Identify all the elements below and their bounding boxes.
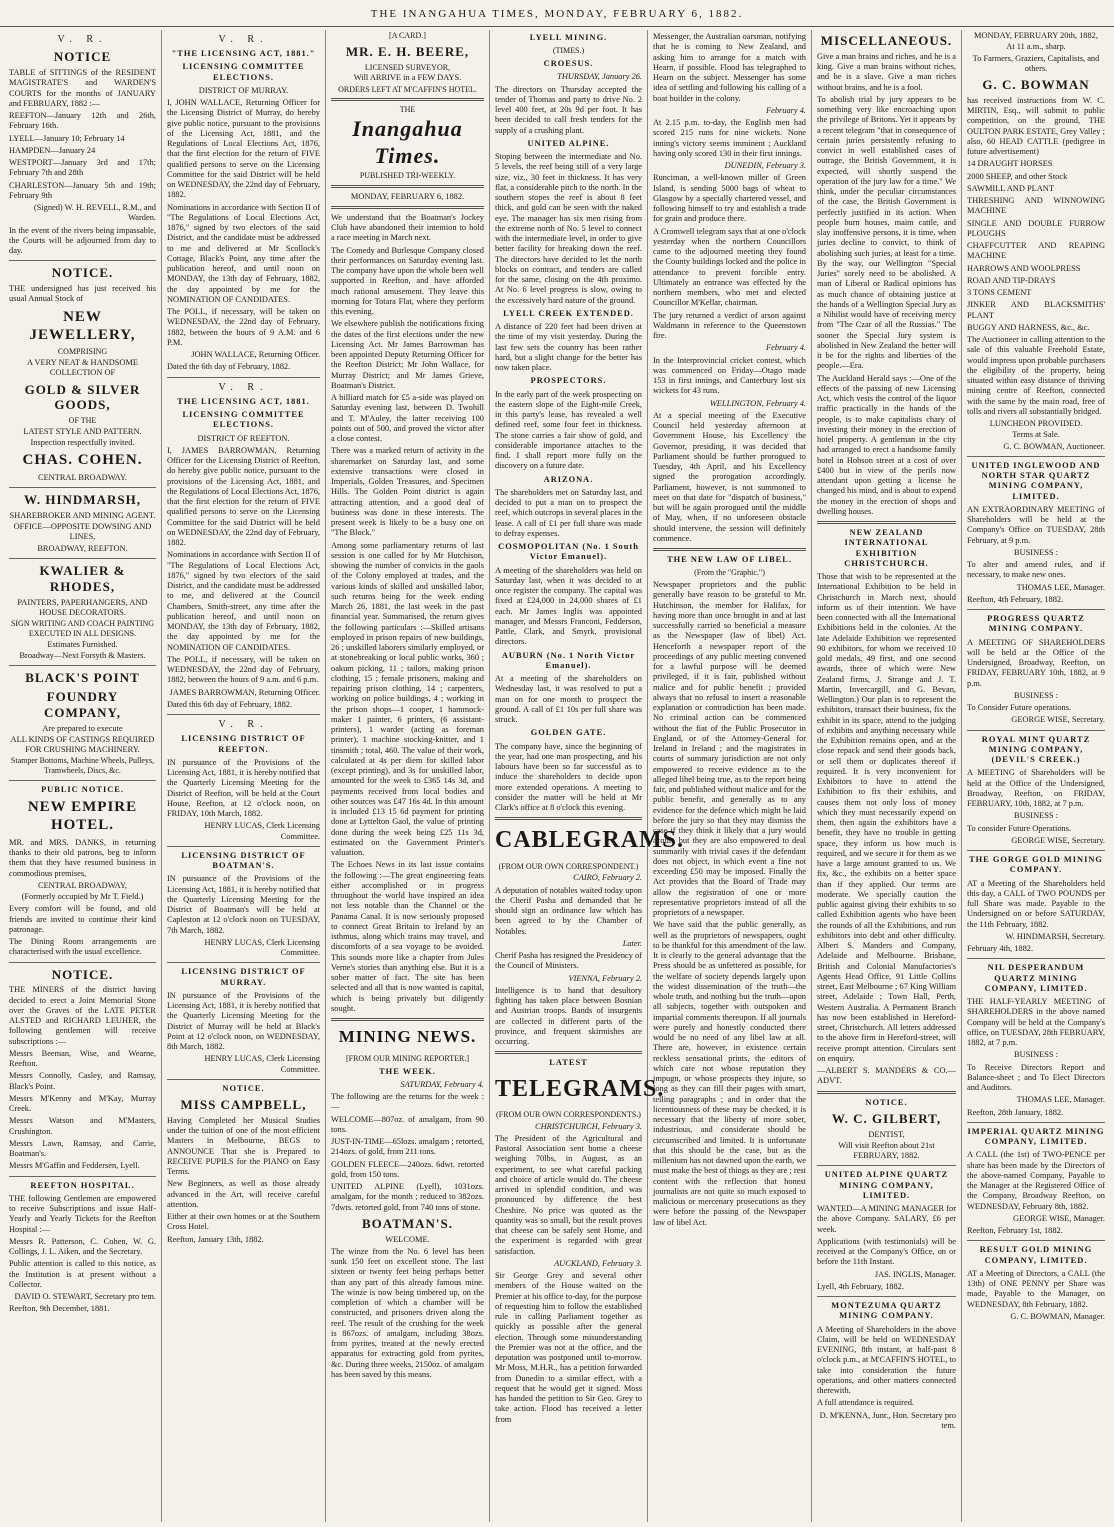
kwalier-address: Broadway—Next Forsyth & Masters.: [19, 650, 146, 660]
arizona-heading: ARIZONA.: [543, 474, 594, 484]
column-5: [648, 30, 812, 1522]
auction-items-list: [967, 159, 1105, 333]
jewellery-intro: THE undersigned has just received his usual Annual Stock of: [9, 284, 156, 304]
reefton-poll-body: The POLL, if necessary, will be taken on WEDNESDAY, the 22nd day of February, 1882, between the hours of 9 a.m. and 6 p.m.: [167, 654, 320, 685]
vienna-body: Intelligence is to hand that desultory fighting has taken place between Bosnian and Austrian troops. Bands of insurgents are collected in different parts of the province, and frequent skirmishes are occurring.: [495, 985, 642, 1047]
memorial-item: Messrs M'Gaffin and Feddersen, Lyell.: [9, 1161, 140, 1171]
auckland-body: Sir George Grey and several other members of the House waited on the Premier at his office to-day, for the purpose of requesting him to follow the established rule in calling Parliament together as quickly as possible after the general election. Through some misunderstanding the Premier was not at the office, and the deputation was postponed until to-morrow. Mr Moss, M.H.R., has a petition forwarded from Dunedin to a similar effect, with a request that he would get it signed. Moss has handed the petition to Sir Geo. Grey to take action. Flood has received a letter from: [495, 1271, 642, 1424]
gorge-heading: THE GORGE GOLD MINING COMPANY.: [969, 855, 1103, 875]
auckland-date: AUCKLAND, February 3.: [554, 1258, 642, 1268]
auction-item: 3 TONS CEMENT: [967, 288, 1032, 298]
imperial-heading: IMPERIAL QUARTZ MINING COMPANY, LIMITED.: [967, 1126, 1105, 1147]
cohen-address: CENTRAL BROADWAY.: [37, 472, 128, 482]
editorial-paragraph: A billiard match for £5 a-side was played on Saturday evening last, between D. Twohill and T. M'Auley, the latter receiving 100 points out of 500, and proved the victor after a close contest.: [331, 393, 484, 444]
inglewood-heading: UNITED INGLEWOOD AND NORTH STAR QUARTZ MINING COMPANY, LIMITED.: [971, 460, 1101, 501]
jewellery-comprising: COMPRISING: [57, 347, 108, 357]
cablegrams-sub: (FROM OUR OWN CORRESPONDENT.): [498, 861, 639, 871]
hospital-body: THE following Gentlemen are empowered to receive Subscriptions and issue Half-Yearly and Yearly Tickets for the Reefton Hospital :—: [9, 1193, 156, 1234]
kwalier-body: PAINTERS, PAPERHANGERS, AND HOUSE DECORATORS.: [17, 597, 148, 617]
district-heading: LICENSING DISTRICT OF REEFTON.: [181, 734, 306, 754]
lyell-source: (TIMES.): [552, 46, 585, 56]
progress-heading: PROGRESS QUARTZ MINING COMPANY.: [987, 614, 1085, 634]
auction-item: THRESHING AND WINNOWING MACHINE: [967, 196, 1105, 216]
cromwell-body: A Cromwell telegram says that at one o'clock yesterday when the northern Councillors came to the adjourned meeting they found the County buildings locked and the police in attendance to prevent forcible entry. Ultimately an entrance was effected by the northern members, who met and elected Councillor M'Kellar, chairman.: [653, 226, 806, 308]
foundry-body: ALL KINDS OF CASTINGS REQUIRED FOR CRUSHING MACHINERY.: [10, 734, 155, 755]
mining-news-heading: MINING NEWS.: [338, 1027, 477, 1047]
hindmarsh-signature: W. HINDMARSH, Secretary.: [1005, 931, 1105, 941]
notice-heading: NOTICE.: [51, 265, 114, 281]
notice-heading: NOTICE.: [222, 1083, 265, 1093]
later-label: Later.: [622, 938, 642, 948]
business-label: BUSINESS :: [1014, 547, 1058, 557]
memorial-list: [9, 1049, 156, 1172]
gorge-body: AT a Meeting of the Shareholders held this day, a CALL of TWO POUNDS per full Share was made. Payable to the Undersigned on or before SATURDAY, the 11th February, 1882.: [967, 878, 1105, 929]
nameplate-the: THE: [399, 105, 416, 115]
result-body: AT a Meeting of Directors, a CALL (the 13th) of ONE PENNY per Share was made, Payable to the Manager, on WEDNESDAY, 8th February, 1882.: [967, 1268, 1105, 1309]
wise-signature: GEORGE WISE, Secretary.: [1011, 835, 1105, 845]
exhibition-heading: NEW ZEALAND INTERNATIONAL EXHIBITION CHRISTCHURCH.: [844, 528, 929, 568]
notice-heading: NOTICE: [53, 49, 112, 65]
gilbert-body: Will visit Reefton about 21st FEBRUARY, 1882.: [838, 1140, 935, 1161]
lucas-signature: HENRY LUCAS, Clerk Licensing Committee.: [204, 937, 320, 958]
bowman-note: The Auctioneer in calling attention to the sale of this valuable Freehold Estate, would impress upon probable purchasers the eligibility of the property, being situated within easy distance of thriving mining centre of Reefton, connected with the same by the main road, free of tolls and rivers all substantially bridged.: [967, 335, 1105, 416]
editorial-paragraph: The Echoes News in its last issue contains the following :—The great engineering feats either accomplished or in progress throughout the world have inspired an idea not less notable than the Channel or the Panama Canal. It is now seriously proposed to connect Great Britain to Ireland by an isthmus, along which trains may travel, and discomforts of a sea voyage to be avoided. This sounds more like a chapter from Jules Verne's stories than anything else. But it is a sober matter of fact. The site has been selected and all that is now wanted is capital, which is being privately but diligently sought.: [331, 860, 484, 1013]
beere-orders: ORDERS LEFT AT M'CAFFIN'S HOTEL.: [338, 84, 477, 94]
district-heading: LICENSING DISTRICT OF MURRAY.: [181, 967, 306, 987]
editorial-paragraph: Among some parliamentary returns of last session is one called for by Mr Hutchison, showing the number of convicts in the gaols of the Colony employed at trades, and the various kinds of skilled and unskilled labor, such returns being for the week ending March 26, 1881, the last week in the past financial year. Summarised, the return gives the following particulars :—Skilled artisans employed in prison repairs of new buildings, 26 ; unskilled laborers similarly employed, or at stonebreaking or local public works, 360 ; oakum picking, 11 ; tailors, making prison clothing, 15 ; female prisoners, making and repairing prison clothing, 14 ; carpenters, working on police buildings, 4 ; working in the prison shops—1 cooper, 1 hammock-maker 1 painter, 6 printers, (6 assistant-printers), 1 warder (acting as foreman printer), 1 machine stocking-knitter, and 1 tinsmith ; total, 460. The value of their work, calculated at 4s per diem for skilled labor (except printing), and 3s for unskilled labor, amounted for the week to £365 14s 3d, and payments received from local bodies and other sources was £47 16s 4d. In this amount is included £13 15 6d payment for printing done at Lyttelton Gaol, the value of printing done during the week being £25 11s 3d, estimated on the Government Printer's valuation.: [331, 540, 484, 858]
royal-mint-body: A MEETING of Shareholders will be held at the Office of the Undersigned, Broadway, Reefton, on FRIDAY, FEBRUARY, 10th, 1882, at 7 p.m.: [967, 768, 1105, 809]
united-alpine-body: Stoping between the intermediate and No. 5 levels, the reef being still of a very large size, viz., 30 feet in thickness. It has very flat, a considerable pitch to the north. In the southern stopes the reef is about 8 feet thick, and gold can be seen with the naked eye. The manager has six men rising from the extreme north of No. 5 level to connect with the intermediate level, in order to give better facility for breaking down the reef. The directors have decided to let the north blocks on contract, and tenders are called for the same, closing on the 4th proximo. At No. 6 level progress is slow, owing to the excessively hard nature of the ground.: [495, 152, 642, 305]
campbell-body-3: Either at their own homes or at the Southern Cross Hotel.: [167, 1212, 320, 1232]
kwalier-name: KWALIER & RHODES,: [39, 562, 126, 594]
welcome-body: The winze from the No. 6 level has been sunk 150 feet on excellent stone. The last sixteen or twenty feet being perhaps better than any part of this already famous mine. The winze is now being timbered up, on the completion of which a chamber will be constructed, and prisoners driven along the reef. The result of the crushing for the week is 867ozs. of amalgam, including 38ozs. from pyrites, treated at the newly erected apparatus for extracting gold from pyrites, &c. During three weeks, 2150oz. of amalgam has been saved by this means.: [331, 1246, 484, 1379]
gilbert-title: DENTIST,: [868, 1129, 905, 1139]
court-sittings-signature: (Signed) W. H. REVELL, R.M., and Warden.: [33, 203, 156, 223]
kwalier-estimates: Estimates Furnished.: [47, 639, 118, 649]
cosmopolitan-body: A meeting of the shareholders was held on Saturday last, when it was decided to at once register the company. The capital was fixed at £24,000 in 24,000 shares of £1 each. Mr James Inglis was appointed manager, and Messrs Franconi, Fedderson, Pattle, Clark, and Smyrk, provisional directors.: [495, 565, 642, 647]
prospectors-heading: PROSPECTORS.: [530, 376, 607, 386]
telegram-date: February 4.: [765, 343, 806, 353]
hospital-signature: DAVID O. STEWART, Secretary pro tem.: [14, 1292, 156, 1302]
welcome-heading: WELCOME.: [385, 1234, 430, 1244]
return-item: UNITED ALPINE (Lyell), 1031ozs. amalgam, for the month ; reduced to 382ozs. 7dwts. retorted gold, from 740 tons of stone.: [331, 1182, 484, 1212]
foundry-prepared: Are prepared to execute: [42, 723, 123, 733]
exhibition-signature: —ALBERT S. MANDERS & CO.—ADVT.: [817, 1066, 956, 1086]
telegram-date: February 4.: [765, 105, 806, 115]
notice-heading: NOTICE.: [51, 966, 114, 982]
libel-body: We have said that the public generally, as well as the proprietors of newspapers, ought to be thankful for this amendment of the law. It is clearly to the general advantage that the Press should be as unfettered as possible, for the welfare of society depends largely upon the widest dissemination of the truth—the whole truth, and nothing but the truth—upon all subjects, together with outspoken and impartial comments thereupon. If all journals were purely and honestly conducted there would be no need of any libel law at all. There are, however, in existence certain reckless sensational prints, the editors of which care not whose reputation they impugn, or whose prospects they injure, so long as they can fill their pages with smart, telling paragraphs ; and in order that the licentiousness of these may be checked, it is necessary that the liberty of more sober, industrious, and considerate should be circumscribed and limited. It is unfortunate that this should be the case, but as the millenium has not dawned upon the earth, we must make the best of things as they are ; rest content with the reflection that honest journalists are not quite so much exposed to malicious or mercenary prosecutions as they were before the passing of the Newspaper law of libel Act.: [653, 920, 806, 1227]
bowman-body: has received instructions from W. C. MIRTIN, Esq., will submit to public competition, on the ground, THE OULTON PARK ESTATE, Grey Valley ; also, 60 HEAD CATTLE (pedigree in future advertisement): [967, 95, 1105, 157]
hindmarsh-office: OFFICE—OPPOSITE DOWSING AND LINES,: [13, 522, 152, 542]
misc-herald-body: The Auckland Herald says :—One of the effects of the passing of new Licensing Act, which vests the control of the liquor traffic practically in the hands of the people, is to make capitalists chary of investing their money in the erection of hotel property. A gentleman in the city had arranged to erect a handsome family hotel in Hobson street at a cost of over £400 but in view of the perils now attendant upon getting a license he changed his mind, and is about to expend the money in the erection of shops and dwelling houses.: [817, 373, 956, 516]
jewellery-of-the: OF THE: [68, 416, 97, 426]
croesus-date: THURSDAY, January 26.: [557, 72, 642, 82]
auction-item: JINKER AND BLACKSMITHS' PLANT: [967, 300, 1105, 320]
libel-body: Newspaper proprietors and the public generally have reason to be grateful to Mr. Hutchinson, the member for Halifax, for having more than once brought in and at last successfully carried so beneficial a measure as the Newspaper (law of libel) Act. Henceforth a newspaper report of the proceedings of any public meeting convened for a lawful purpose will be deemed privileged, if it is fair, published without malice and for public benefit ; provided always that no refusal to insert a reasonable explanation or contradiction has been made. No criminal action can be commenced without the fiat of the Public Prosecutor in England, or of the Attorney-General for Ireland in Ireland ; and the magistrates in courts of summary jurisdiction are not only empowered to receive evidence as to the alleged libel being true, as to the report being fair, and published without malice and for the public benefit, and generally as to any evidence for the defence which might be laid before the jury so that they may dismiss the case if they think it likely that a jury would acquit, but they are also empowered to deal summarily with trivial cases if the defendant does not object, in which event a fine not exceeding £50 may be imposed. Finally the Act provides that the Board of Trade may allow the registration of one or more representative proprietors instead of all the proprietors of a newspaper.: [653, 580, 806, 917]
later-body: Cherif Pasha has resigned the Presidency of the Council of Ministers.: [495, 951, 642, 971]
auction-item: 14 DRAUGHT HORSES: [967, 159, 1053, 169]
district-heading: DISTRICT OF REEFTON.: [197, 433, 290, 443]
nameplate-title: Inangahua Times.: [352, 116, 463, 168]
result-heading: RESULT GOLD MINING COMPANY, LIMITED.: [979, 1245, 1093, 1265]
paper-date: MONDAY, FEBRUARY 6, 1882.: [350, 191, 465, 201]
editorial-paragraph: There was a marked return of activity in the sharemarket on Saturday last, and some extensive transactions were closed in Imperials, Golden Treasures, and Specimen Hills. The Golden Point district is again attracting attention, and a good deal of business was done in these interests. The present week is likely to be a busy one on "The Block.": [331, 446, 484, 538]
sitting-item: CHARLESTON—January 5th and 19th; February 9th: [9, 180, 156, 200]
royal-crest-icon: V. R.: [218, 34, 269, 45]
reefton-date: Dated this 6th day of February, 1882.: [167, 699, 293, 709]
kwalier-sign: SIGN WRITING AND COACH PAINTING EXECUTED IN ALL DESIGNS.: [10, 619, 155, 638]
hospital-date: Reefton, 9th December, 1881.: [9, 1304, 110, 1314]
boatmans-meeting-body: IN pursuance of the Provisions of the Licensing Act, 1881, it is hereby notified that the Quarterly Licensing Meeting for the District of Boatman's will be held at Capleston at 12 o'clock noon on TUESDAY, 7th March, 1882.: [167, 874, 320, 935]
murray-poll-body: The POLL, if necessary, will be taken on WEDNESDAY, the 22nd day of February, 1882, between the hours of 9 A.M. and 6 P.M.: [167, 307, 320, 347]
imperial-date: Reefton, February 1st, 1882.: [967, 1226, 1063, 1236]
hotel-address: CENTRAL BROADWAY,: [37, 880, 128, 890]
exhibition-body: Those that wish to be represented at the International Exhibition to be held in Christchurch in March next, should inform us of their intention. We have been connected with all the International Exhibitions held in the colonies. At the late Adelaide Exhibition we represented 90 exhibitors, for whom we received 10 gold medals, 49 first, and one second awards, three of which were New Zealand firms, J. Strange and J. T. Martin, Invercargill, and G. Bevan, Wellington.) Our plan is to represent the exhibitors, transact their business, fix the exhibit in its space, attend to the judging of exhibits and anything necessary while the Exhibition remains open, and at the close repack and send their goods back, or sell them or duplicates thereof if required. It is very inconvenient for Exhibitors to have to attend the Exhibition to fix their exhibits, and causes them not only loss of money which they must necessarily expend on them, then again the exhibitors have a benefit, they have no trouble in getting space, they inform us how much is required, and we secure it for them as we have a large amount granted to us. We fix, &c., the exhibits on a better space than if they applied. Our terms are moderate. We specially caution the public against giving their exhibits to so called Exhibition agents who have been the rounds of all the Exhibitions, and run exhibitors into debt and other difficulty. Albert S. Manders and Company, Adelaide and Melbourne. Brisbane, British and Colonial Manufactories's Agents Head Office, 91 Little Collins street, East Melbourne ; 67 King William street, Adelaide ; Town Hall, Perth, Western Australia. A Permanent Branch has now been established in Hereford-street, Christchurch. All letters addressed to the above firm in Hereford-street, will receive prompt attention. Circulars sent on enquiry.: [817, 572, 956, 1063]
lee-signature: THOMAS LEE, Manager.: [1016, 1095, 1105, 1105]
auburn-heading: AUBURN (No. 1 North Victor Emanuel).: [501, 650, 636, 670]
progress-body: A MEETING OF SHAREHOLDERS will be held at the Office of the Undersigned, Broadway, Reefton, on FRIDAY, FEBRUARY 10th, 1882, at 9 p.m.: [967, 637, 1105, 688]
lyell-creek-heading: LYELL CREEK EXTENDED.: [503, 308, 634, 318]
telegrams-sub: (FROM OUR OWN CORRESPONDENTS.): [496, 1109, 641, 1119]
inglewood-date: Reefton, 4th February, 1882.: [967, 594, 1064, 604]
reefton-nominations-body: Nominations in accordance with Section II of "The Regulations of Local Elections Act, 1876," signed by two electors of the said District, and the candidate must be addressed to me, and delivered at the Council Chambers, Smith-street, any time after the publication hereof, and until noon on MONDAY, the 13th day of February, 1882, the day appointed by me for the NOMINATION OF CANDIDATES.: [167, 550, 320, 652]
memorial-item: Messrs Lawn, Ramsay, and Carrie, Boatman's.: [9, 1138, 156, 1159]
hotel-name: NEW EMPIRE HOTEL.: [27, 799, 138, 834]
bowman-signature: G. C. BOWMAN, Auctioneer.: [1003, 441, 1105, 451]
croesus-body: The directors on Thursday accepted the tender of Thomas and party to drive No. 2 level 400 feet, at 20s 9d per foot. It has been decided to call fresh tenders for the supply of a crushing plant.: [495, 84, 642, 135]
business-label: BUSINESS :: [1014, 1050, 1058, 1060]
libel-heading: THE NEW LAW OF LIBEL.: [667, 555, 792, 564]
inglewood-business: To alter and amend rules, and if necessary, to make new ones.: [967, 560, 1105, 580]
auction-item: 2000 SHEEP, and other Stock: [967, 171, 1068, 181]
hotel-comfort: Every comfort will be found, and old friends are invited to continue their kind patronage.: [9, 904, 156, 934]
court-sittings-body: TABLE of SITTINGS of the RESIDENT MAGISTRATE'S and WARDEN'S COURTS for the months of JANUARY and FEBRUARY, 1882 :—: [9, 68, 156, 108]
memorial-item: Messrs Beeman, Wise, and Wearne, Reefton.: [9, 1048, 156, 1069]
cricket-body: In the Interprovincial cricket contest, which was commenced on Friday—Otago made 153 in first innings, and Canterbury lost six wickets for 43 runs.: [653, 355, 806, 396]
mining-news-sub: [FROM OUR MINING REPORTER.]: [345, 1053, 470, 1063]
district-heading: DISTRICT OF MURRAY.: [198, 85, 289, 95]
lucas-signature: HENRY LUCAS, Clerk Licensing Committee.: [204, 1054, 320, 1074]
vienna-date: VIENNA, February 2.: [568, 973, 642, 983]
royal-crest-icon: V. R.: [57, 34, 108, 45]
jewellery-style: LATEST STYLE AND PATTERN.: [23, 426, 142, 436]
jewellery-headline: NEW JEWELLERY,: [29, 308, 136, 343]
paper-nameplate: [331, 105, 484, 180]
auction-item: SAWMILL AND PLANT: [967, 183, 1054, 193]
cohen-name: CHAS. COHEN.: [22, 452, 143, 469]
reefton-signature: JAMES BARROWMAN, Returning Officer.: [169, 687, 320, 697]
murray-meeting-body: IN pursuance of the Provisions of the Licensing Act, 1881, it is hereby notified that the Quarterly Licensing Meeting for the District of Murray will be held at Black's Point at 12 o'clock noon, on WEDNESDAY, 8th March, 1882.: [167, 990, 320, 1052]
montezuma-heading: MONTEZUMA QUARTZ MINING COMPANY.: [831, 1301, 942, 1321]
sitting-item: HAMPDEN—January 24: [9, 145, 96, 155]
foundry-list: Stamper Bottoms, Machine Wheels, Pulleys, Tramwheels, Discs, &c.: [10, 756, 155, 776]
cairo-body: A deputation of notables waited today upon the Cherif Pasha and demanded that he should sign an ordinance law which has been agreed to by the Chamber of Notables.: [495, 885, 642, 936]
jewellery-gold-silver: GOLD & SILVER GOODS,: [24, 381, 141, 413]
campbell-body-2: New Beginners, as well as those already advanced in the Art, will receive careful attention.: [167, 1179, 320, 1209]
sitting-item: REEFTON—January 12th and 26th, February 16th.: [9, 111, 156, 131]
hospital-list: Messrs R. Patterson, C. Cohen, W. G. Collings, J. L. Aiken, and the Secretary.: [9, 1236, 156, 1257]
columns: [4, 30, 1110, 1522]
return-item: JUST-IN-TIME—65lozs. amalgam ; retorted, 214ozs. of gold, from 211 tons.: [331, 1137, 484, 1157]
lucas-signature: HENRY LUCAS, Clerk Licensing Committee.: [204, 821, 320, 841]
nil-desperandum-business: To Receive Directors Report and Balance-sheet ; and To Elect Directors and Auditors.: [967, 1062, 1105, 1093]
masthead-text: THE INANGAHUA TIMES, MONDAY, FEBRUARY 6, 1882.: [370, 8, 744, 20]
bowman-name: G. C. BOWMAN: [982, 77, 1090, 92]
libel-source: (From the "Graphic."): [694, 568, 765, 578]
auction-item: BUGGY AND HARNESS, &c., &c.: [967, 322, 1090, 332]
reefton-meeting-body: IN pursuance of the Provisions of the Licensing Act, 1881, it is hereby notified that the Quarterly Licensing Meeting for the District of Reefton, will be held at the Court House, Reefton, at 12 o'clock noon, on FRIDAY, 10th March, 1882.: [167, 757, 320, 819]
auction-item: HARROWS AND WOOLPRESS: [967, 263, 1081, 273]
royal-crest-icon: V. R.: [218, 381, 269, 393]
hotel-previous: (Formerly occupied by Mr T. Field.): [21, 892, 144, 902]
boatmans-heading: BOATMAN'S.: [361, 1215, 453, 1231]
golden-gate-body: The company have, since the beginning of the year, had one man prospecting, and his labours have been so far successful as to induce the shareholders to decide upon more extended operations. A meeting to consider the matter will be held at Mr Clark's office at 8 o'clock this evening.: [495, 741, 642, 812]
misc-jury-body: To abolish trial by jury appears to be something very like encroaching upon the privilege of Britons. Yet it appears by a recent telegram "that in consequence of certain juries persistently refusing to convict in well established cases of outrage, the British Government, it is expected, will shortly suspend the operation of the jury law for a time." We think, under the peculiar circumstances of the case, the British Government is perfectly justified in its action. When people burn houses, maim cattle, and slay inoffensive persons, it is time, when juries decline to convict, to think of abolishing such juries, at least for a time. By the way, our Wellington "Special Juries" sorely need to be abolished. A man of Liberal or Radical opinions has as much chance of obtaining justice at the hands of a Wellington Special Jury as a Nihilist would have of receiving mercy from "The Czar of all the Russias." The sooner the Special Jury system is abolished in New Zealand the better will it be for the rights and liberties of the people.—Era.: [817, 94, 956, 371]
campbell-date: Reefton, January 13th, 1882.: [167, 1234, 264, 1244]
lyell-heading: LYELL MINING.: [529, 33, 608, 42]
jury-body: The jury returned a verdict of arson against Waldmann in reference to the Queenstown fire.: [653, 310, 806, 340]
column-4: [490, 30, 685, 1522]
hindmarsh-address: BROADWAY, REEFTON.: [37, 543, 128, 553]
sale-date: MONDAY, FEBRUARY 20th, 1882,: [974, 31, 1098, 40]
column-6: [812, 30, 962, 1522]
business-label: BUSINESS :: [1014, 811, 1058, 821]
wellington-date: WELLINGTON, February 4.: [709, 398, 806, 408]
arizona-body: The shareholders met on Saturday last, and decided to put a man on to prospect the reef, which outcrops in several places in the lease. A call of £1 per full share was made to defray expenses.: [495, 487, 642, 538]
wellington-body: At a special meeting of the Executive Council held yesterday afternoon at Government House, his Excellency the Governor, presiding, it was decided that Parliament should be further prorogued to Tuesday, 4th April, and his Excellency signed the prorogation accordingly. Parliament, however, is not summoned to meet on that date for "dispatch of business," but will be again prorogued until the middle of May, when, if no unforeseen obstacle should intervene, the session will definitely commence.: [653, 410, 806, 543]
memorial-body: THE MINERS of the district having decided to erect a Joint Memorial Stone over the Graves of the LATE PETER ALSTED and RICHARD LEUHER, the following gentlemen will receive subscriptions :—: [9, 985, 156, 1046]
licensing-act-heading: "THE LICENSING ACT, 1881.": [171, 49, 316, 59]
bowman-luncheon: LUNCHEON PROVIDED.: [989, 419, 1083, 429]
elections-heading: LICENSING COMMITTEE ELECTIONS.: [182, 62, 305, 82]
nil-desperandum-heading: NIL DESPERANDUM QUARTZ MINING COMPANY, LIMITED.: [984, 963, 1088, 993]
prospectors-body: In the early part of the week prospecting on the eastern slope of the Eight-mile Creek, in this party's lease, has revealed a well defined reef, some four feet in thickness. The stone carries a fair show of gold, and considerable importance attaches to the find. I shall report more fully on the discovery on a future date.: [495, 389, 642, 471]
english-cricket-body: At 2.15 p.m. to-day, the English men had scored 215 runs for nine wickets. None inning's victory seems imminent ; Auckland having only scored 130 in their first innings.: [653, 118, 806, 158]
united-alpine-applications: Applications (with testimonials) will be received at the Company's Office, on or before the 11th Instant.: [817, 1236, 956, 1267]
wise-signature: GEORGE WISE, Secretary.: [1011, 715, 1105, 725]
district-heading: LICENSING DISTRICT OF BOATMAN'S.: [181, 850, 306, 871]
hotel-body: MR. and MRS. DANKS, in returning thanks to their old patrons, beg to inform them that they have resumed business in commodious premises,: [9, 837, 156, 878]
cosmopolitan-heading: COSMOPOLITAN (No. 1 South Victor Emanuel).: [498, 542, 639, 562]
column-1: [4, 30, 162, 1522]
montezuma-attendance: A full attendance is required.: [817, 1398, 914, 1408]
murray-date: Dated the 6th day of February, 1882.: [167, 362, 291, 372]
column-3: [326, 30, 490, 1522]
week-heading: THE WEEK.: [379, 1066, 436, 1076]
card-label: [A CARD.]: [389, 31, 426, 40]
murray-nominations-body: Nominations in accordance with Section II of "The Regulations of Local Elections Act, 1876," signed by two electors of the said District, and the candidate must be addressed to me and delivered at Mr Scollock's Cottage, Black's Point, any time after the publication hereof, and until noon on MONDAY, the 13th day of February, 1882, the day appointed by me for the NOMINATION OF CANDIDATES.: [167, 202, 320, 304]
beere-name: MR. E. H. BEERE,: [345, 43, 470, 59]
murray-signature: JOHN WALLACE, Returning Officer.: [191, 350, 320, 360]
christchurch-body: The President of the Agricultural and Pastoral Association sent home a cheese weighing 70lbs, in August, as an experiment, to see what careful packing and choice of article would do. The cheese arrived in splendid condition, and was pronounced by difference the best Cheshire. No price was quoted as the quantity was so small, but the result proves that cheese can be safely sent Home, and the experiment is regarded with great satisfaction.: [495, 1133, 642, 1256]
public-notice-heading: PUBLIC NOTICE.: [41, 784, 124, 794]
dunedin-body: Runciman, a well-known miller of Green Island, is sending 5000 bags of wheat to Glasgow by a specially chartered vessel, and following himself to try and establish a trade for grain and produce there.: [653, 173, 806, 224]
reefton-election-body: I, JAMES BARROWMAN, Returning Officer for the Licensing District of Reefton, do hereby give public notice, pursuant to the provisions of the Licensing Act, 1881, and the Regulations of Local Elections Act, 1876, that the first election for the return of FIVE qualified persons to serve on the Licensing Committee for the said District will be held on WEDNESDAY, the 22nd day of February, 1882.: [167, 445, 320, 548]
gorge-date: February 4th, 1882.: [967, 944, 1034, 954]
licensing-act-heading: THE LICENSING ACT, 1881.: [177, 396, 310, 406]
beere-arrival: Will ARRIVE in a FEW DAYS.: [353, 73, 462, 83]
lee-signature: THOMAS LEE, Manager.: [1016, 582, 1105, 592]
auction-item: ROAD AND TIP-DRAYS: [967, 275, 1056, 285]
foundry-name-2: FOUNDRY COMPANY,: [44, 688, 121, 720]
misc-saying: Give a man brains and riches, and he is a king. Give a man brains without riches, and he is a slave. Give a man riches without brains, and he is a fool.: [817, 51, 956, 92]
united-alpine-date: Lyell, 4th February, 1882.: [817, 1281, 904, 1291]
court-sittings-footnote: In the event of the rivers being impassable, the Courts will be adjourned from day to day.: [9, 225, 156, 256]
telegrams-heading: TELEGRAMS.: [495, 1075, 665, 1102]
jewellery-inspection: Inspection respectfully invited.: [30, 438, 135, 448]
lyell-creek-body: A distance of 220 feet had been driven at the time of my visit yesterday. During the last few sets the country has been rather hard, but a slight change for the better has now taken place.: [495, 322, 642, 372]
editorial-paragraph: We understand that the Boatman's Jockey Club have abandoned their intention to hold a race meeting in March next.: [331, 212, 484, 243]
mckenna-signature: D. M'KENNA, Junr., Hon. Secretary pro tem.: [819, 1410, 956, 1430]
united-alpine-wanted: WANTED—A MINING MANAGER for the above Company. SALARY, £6 per week.: [817, 1204, 956, 1234]
memorial-item: Messrs Watson and M'Masters, Crushington.: [9, 1116, 156, 1136]
united-alpine-heading: UNITED ALPINE.: [527, 138, 610, 148]
royal-crest-icon: V. R.: [218, 719, 269, 731]
dunedin-date: DUNEDIN, February 3.: [724, 161, 806, 170]
bowman-signature: G. C. BOWMAN, Manager.: [1010, 1311, 1105, 1321]
inglis-signature: JAS. INGLIS, Manager.: [874, 1269, 956, 1279]
imperial-body: A CALL (the 1st) of TWO-PENCE per share has been made by the Directors of the above-named Company, Payable to the Manager at the Registered Office of the Company, Broadway Reefton, on WEDNESDAY, February 8th, 1882.: [967, 1150, 1105, 1211]
wise-signature: GEORGE WISE, Manager.: [1013, 1213, 1105, 1223]
nameplate-published: PUBLISHED TRI-WEEKLY.: [359, 170, 456, 180]
cairo-date: CAIRO, February 2.: [573, 873, 642, 883]
week-intro: The following are the returns for the week :—: [331, 1092, 484, 1112]
returns-list: [331, 1115, 484, 1213]
notice-heading: NOTICE.: [865, 1097, 908, 1107]
week-date: SATURDAY, February 4.: [400, 1079, 484, 1089]
business-label: BUSINESS :: [1014, 690, 1058, 700]
sale-audience: To Farmers, Graziers, Capitalists, and others.: [972, 53, 1100, 73]
croesus-heading: CROESUS.: [543, 59, 594, 68]
hindmarsh-body: SHAREBROKER AND MINING AGENT.: [9, 510, 156, 520]
masthead: [0, 4, 1114, 27]
column-7: [962, 30, 1110, 1522]
golden-gate-heading: GOLDEN GATE.: [530, 728, 607, 738]
progress-business: To Consider Future operations.: [967, 703, 1072, 713]
beere-title: LICENSED SURVEYOR,: [364, 62, 451, 72]
gilbert-name: W. C. GILBERT,: [831, 1110, 942, 1126]
editorial-paragraph: The Comedy and Burlesque Company closed their performances on Saturday evening last. The company have upon the whole been well supported in Reefton, and have afforded much rational amusement. They leave this morning for Totara Flat, where they perform this evening.: [331, 245, 484, 317]
sitting-item: LYELL—January 10; February 14: [9, 133, 125, 143]
auction-item: SINGLE AND DOUBLE FURROW PLOUGHS: [967, 218, 1105, 238]
sitting-item: WESTPORT—January 3rd and 17th; February 7th and 28th: [9, 158, 156, 178]
cablegrams-heading: CABLEGRAMS.: [495, 827, 685, 854]
miscellaneous-heading: MISCELLANEOUS.: [820, 33, 953, 48]
hospital-heading: REEFTON HOSPITAL.: [30, 1180, 135, 1190]
royal-mint-heading: ROYAL MINT QUARTZ MINING COMPANY, (DEVIL'S CREEK.): [981, 734, 1091, 765]
court-sittings-list: [9, 111, 156, 201]
elections-heading: LICENSING COMMITTEE ELECTIONS.: [182, 410, 305, 430]
nil-desperandum-body: THE HALF-YEARLY MEETING of SHAREHOLDERS in the above named Company will be held at the Company's office, on TUESDAY, 28th FEBRUARY, 1882, at 7 p.m.: [967, 997, 1105, 1048]
auction-item: CHAFFCUTTER AND REAPING MACHINE: [967, 241, 1105, 261]
foundry-name: BLACK'S POINT: [25, 670, 140, 686]
hotel-dining: The Dining Room arrangements are characterised with the usual excellence.: [9, 937, 156, 957]
campbell-body: Having Completed her Musical Studies under the tuition of one of the most efficient Masters in Melbourne, BEGS to ANNOUNCE That she is Prepared to RECEIVE PUPILS for the PIANO on Easy Terms.: [167, 1115, 320, 1177]
messenger-body: Messenger, the Australian oarsman, notifying that he is coming to New Zealand, and asking him to arrange for a match with Hearn, if possible. Flood has telegraphed to Hearn on the subject. Messenger has some idea of settling and following his calling of a boat builder in the colony.: [653, 32, 806, 103]
hospital-attention: Public attention is called to this notice, as the Institution is at present without a Collector.: [9, 1259, 156, 1289]
auburn-body: At a meeting of the shareholders on Wednesday last, it was resolved to put a man on for one month to prospect the ground. A call of £1 10s per full share was struck.: [495, 674, 642, 724]
column-2: [162, 30, 326, 1522]
murray-election-body: I, JOHN WALLACE, Returning Officer for the Licensing District of Murray, do hereby give public notice, pursuant to the provisions of the Licensing Act, 1881, and the Regulations of Local Elections Act, 1876, that the first election for the return of FIVE qualified persons to serve on the Licensing Committee for the said District will be held on WEDNESDAY, the 22nd day of February, 1882.: [167, 98, 320, 200]
united-alpine-company-heading: UNITED ALPINE QUARTZ MINING COMPANY, LIMITED.: [824, 1170, 949, 1200]
montezuma-body: A Meeting of Shareholders in the above Claim, will be held on WEDNESDAY EVENING, 8th instant, at half-past 8 o'clock p.m., at M'CAFFIN'S HOTEL, to take into consideration the future operations, and other matters connected therewith.: [817, 1324, 956, 1396]
bowman-terms: Terms at Sale.: [1012, 430, 1060, 440]
editorial-paragraph: We elsewhere publish the notifications fixing the dates of the first elections under the new Licensing Act. Mr James Barrowman has been appointed Deputy Returning Officer for the Reefton District; Mr John Wallace, for Murray District; and Mr James Grieve, Boatman's District.: [331, 319, 484, 390]
christchurch-date: CHRISTCHURCH, February 3.: [534, 1121, 642, 1131]
latest-heading: LATEST: [549, 1058, 588, 1068]
return-item: WELCOME—807oz. of amalgam, from 90 tons.: [331, 1114, 484, 1134]
nil-desperandum-date: Reefton, 28th January, 1882.: [967, 1107, 1064, 1117]
memorial-item: Messrs M'Kenny and M'Kay, Murray Creek.: [9, 1093, 156, 1114]
return-item: GOLDEN FLEECE—240ozs. 6dwt. retorted gold, from 150 tons.: [331, 1159, 484, 1179]
jewellery-line: A VERY NEAT & HANDSOME COLLECTION OF: [26, 358, 139, 378]
hindmarsh-name: W. HINDMARSH,: [24, 492, 141, 508]
sale-time: At 11 a.m., sharp.: [1006, 42, 1066, 52]
campbell-name: MISS CAMPBELL,: [180, 1097, 307, 1113]
memorial-item: Messrs Connolly, Casley, and Ramsay, Black's Point.: [9, 1071, 156, 1091]
royal-mint-business: To consider Future Operations.: [967, 823, 1072, 833]
inglewood-body: AN EXTRAORDINARY MEETING of Shareholders will be held at the Company's Office on TUESDAY, 28th February, at 9 p.m.: [967, 504, 1105, 545]
